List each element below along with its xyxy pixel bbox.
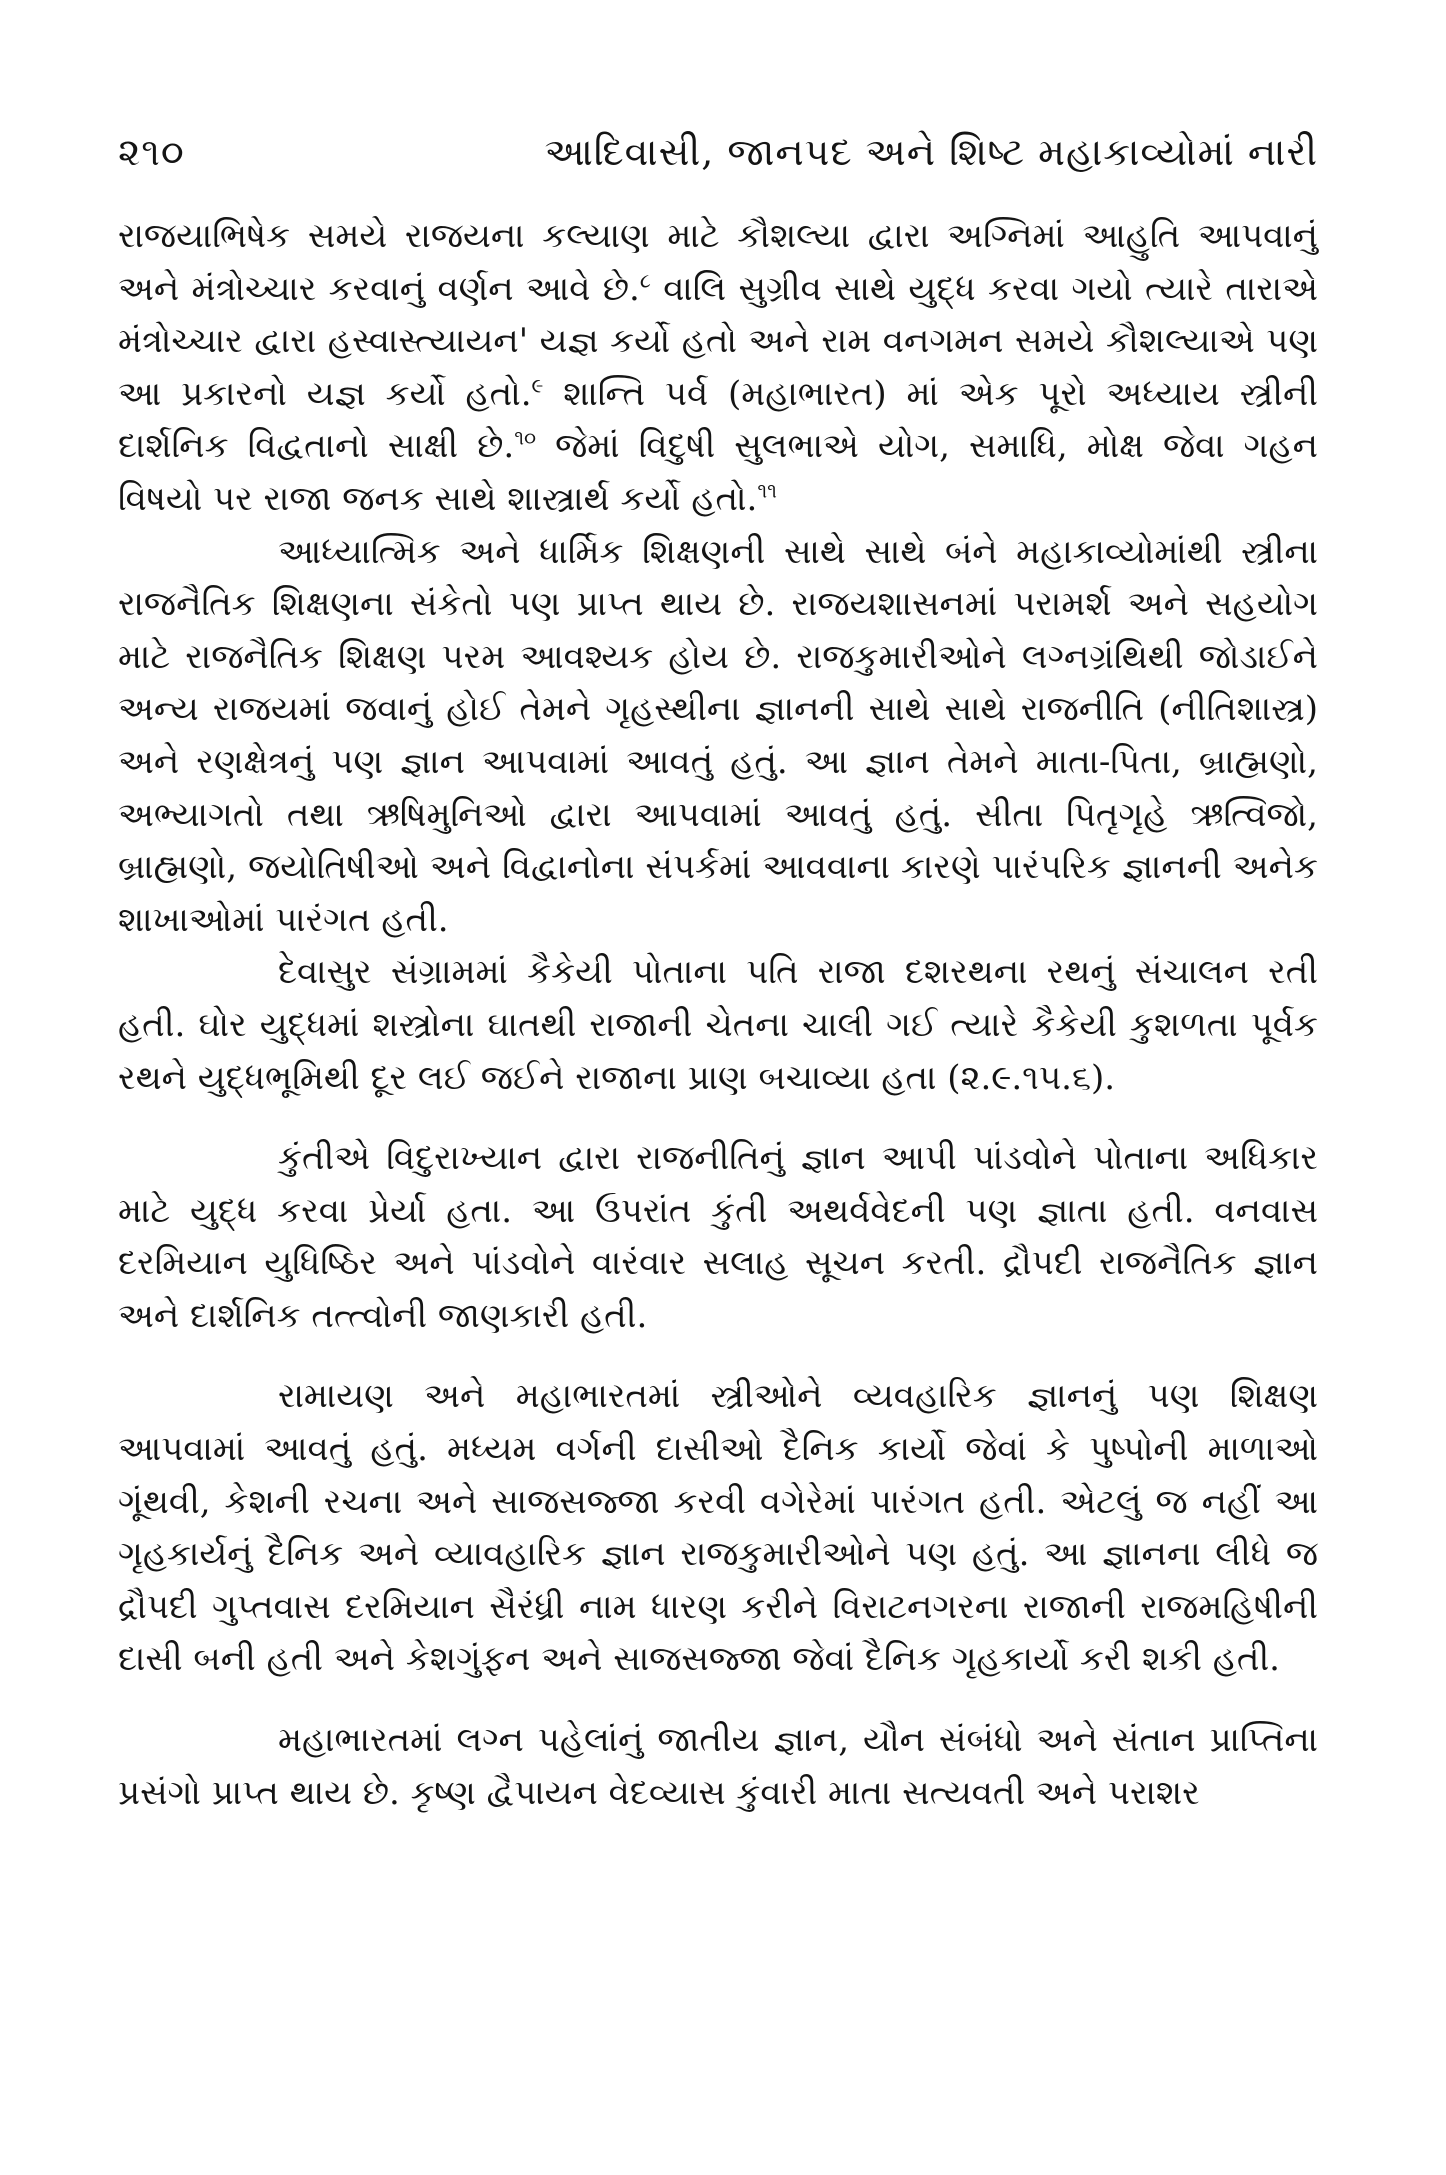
paragraph-text: કુંતીએ વિદુરાખ્યાન દ્વારા રાજનીતિનું જ્ઞાન આપી પાંડવોને પોતાના અધિકાર માટે યુદ્ધ કરવા પ્રેર્યા હતા. આ ઉપરાંત કુંતી અથર્વવેદની પણ જ્ઞાતા હતી. વનવાસ દરમિયાન યુધિષ્ઠિર અને પાંડવોને વારંવાર સલાહ સૂચન કરતી. દ્રૌપદી રાજનૈતિક જ્ઞાન અને દાર્શનિક તત્ત્વોની જાણકારી હતી. <box>118 1138 1318 1336</box>
paragraph-2 <box>118 526 1318 947</box>
paragraph-text: શાન્તિ પર્વ (મહાભારત) માં એક પૂરો અધ્યાય સ્ત્રીની દાર્શનિક વિદ્વતાનો સાક્ષી છે. <box>118 373 1318 467</box>
paragraph-6 <box>118 1714 1318 1819</box>
paragraph-5 <box>118 1370 1318 1686</box>
paragraph-text: રામાયણ અને મહાભારતમાં સ્ત્રીઓને વ્યવહારિક જ્ઞાનનું પણ શિક્ષણ આપવામાં આવતું હતું. મધ્યમ વર્ગની દાસીઓ દૈનિક કાર્યો જેવાં કે પુષ્પોની માળાઓ ગૂંથવી, કેશની રચના અને સાજસજ્જા કરવી વગેરેમાં પારંગત હતી. એટલું જ નહીં આ ગૃહકાર્યનું દૈનિક અને વ્યાવહારિક જ્ઞાન રાજકુમારીઓને પણ હતું. આ જ્ઞાનના લીધે જ દ્રૌપદી ગુપ્તવાસ દરમિયાન સૈરંધ્રી નામ ધારણ કરીને વિરાટનગરના રાજાની રાજમહિષીની દાસી બની હતી અને કેશગુંફન અને સાજસજ્જા જેવાં દૈનિક ગૃહકાર્યો કરી શકી હતી. <box>118 1376 1318 1680</box>
book-page <box>118 130 1318 1819</box>
page-number: ૨૧૦ <box>118 130 185 174</box>
footnote-marker: ૯ <box>531 373 544 398</box>
running-title: આદિવાસી, જાનપદ અને શિષ્ટ મહાકાવ્યોમાં નારી <box>544 130 1318 174</box>
paragraph-text: જેમાં વિદુષી સુલભાએ યોગ, સમાધિ, મોક્ષ જેવા ગહન વિષયો પર રાજા જનક સાથે શાસ્ત્રાર્થ કર્યો હતો. <box>118 426 1318 519</box>
footnote-marker: ૧૦ <box>514 426 537 451</box>
paragraph-text: વાલિ સુગ્રીવ સાથે યુદ્ધ કરવા ગયો ત્યારે તારાએ મંત્રોચ્ચાર દ્વારા હસ્વાસ્ત્યાયન' યજ્ઞ કર્યો હતો અને રામ વનગમન સમયે કૌશલ્યાએ પણ આ પ્રકારનો યજ્ઞ કર્યો હતો. <box>118 268 1318 414</box>
paragraph-text: રાજયાભિષેક સમયે રાજયના કલ્યાણ માટે કૌશલ્યા દ્વારા અગ્નિમાં આહુતિ આપવાનું અને મંત્રોચ્ચાર કરવાનું વર્ણન આવે છે. <box>118 216 1318 309</box>
footnote-marker: ૧૧ <box>757 478 777 503</box>
paragraph-text: આધ્યાત્મિક અને ધાર્મિક શિક્ષણની સાથે સાથે બંને મહાકાવ્યોમાંથી સ્ત્રીના રાજનૈતિક શિક્ષણના સંકેતો પણ પ્રાપ્ત થાય છે. રાજયશાસનમાં પરામર્શ અને સહયોગ માટે રાજનૈતિક શિક્ષણ પરમ આવશ્યક હોય છે. રાજકુમારીઓને લગ્નગ્રંથિથી જોડાઈને અન્ય રાજયમાં જવાનું હોઈ તેમને ગૃહસ્થીના જ્ઞાનની સાથે સાથે રાજનીતિ (નીતિશાસ્ત્ર) અને રણક્ષેત્રનું પણ જ્ઞાન આપવામાં આવતું હતું. આ જ્ઞાન તેમને માતા-પિતા, બ્રાહ્મણો, અભ્યાગતો તથા ઋષિમુનિઓ દ્વારા આપવામાં આવતું હતું. સીતા પિતૃગૃહે ઋત્વિજો, બ્રાહ્મણો, જયોતિષીઓ અને વિદ્વાનોના સંપર્કમાં આવવાના કારણે પારંપરિક જ્ઞાનની અનેક શાખાઓમાં પારંગત હતી. <box>118 531 1318 940</box>
footnote-marker: ૮ <box>639 268 651 293</box>
paragraph-1 <box>118 210 1318 526</box>
paragraph-4 <box>118 1132 1318 1342</box>
paragraph-text: દેવાસુર સંગ્રામમાં કૈકેયી પોતાના પતિ રાજા દશરથના રથનું સંચાલન રતી હતી. ઘોર યુદ્ધમાં શસ્ત્રોના ઘાતથી રાજાની ચેતના ચાલી ગઈ ત્યારે કૈકેયી કુશળતા પૂર્વક રથને યુદ્ધભૂમિથી દૂર લઈ જઈને રાજાના પ્રાણ બચાવ્યા હતા (૨.૯.૧૫.૬). <box>118 952 1318 1098</box>
page-header <box>118 130 1318 210</box>
paragraph-text: મહાભારતમાં લગ્ન પહેલાંનું જાતીય જ્ઞાન, યૌન સંબંધો અને સંતાન પ્રાપ્તિના પ્રસંગો પ્રાપ્ત થાય છે. કૃષ્ણ દ્વૈપાયન વેદવ્યાસ કુંવારી માતા સત્યવતી અને પરાશર <box>118 1720 1318 1813</box>
paragraph-3 <box>118 946 1318 1104</box>
